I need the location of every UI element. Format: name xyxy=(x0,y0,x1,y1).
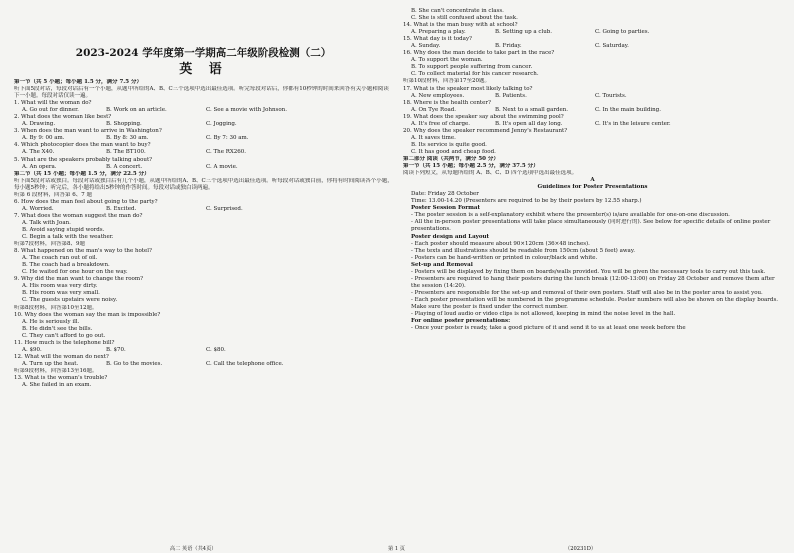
subject-heading: 英 语 xyxy=(179,62,228,77)
option-line: A. To support the woman. xyxy=(411,57,483,64)
exam-title: 2023-2024 学年度第一学期高二年级阶段检测（二） xyxy=(75,47,332,59)
option-line: C. They can't afford to go out. xyxy=(22,332,106,339)
question-text: 13. What is the woman's trouble? xyxy=(14,374,108,381)
option-line: A. He is seriously ill. xyxy=(22,318,80,325)
answer-options xyxy=(14,107,393,114)
option-c: C. Going to parties. xyxy=(595,29,650,36)
option-line: B. She can't concentrate in class. xyxy=(411,8,504,14)
option-line: B. Avoid saying stupid words. xyxy=(22,226,105,233)
subsection-heading: Set-up and Removal xyxy=(411,261,473,268)
left-column-body xyxy=(14,79,393,389)
option-a: A. New employees. xyxy=(411,92,465,99)
subsection-heading: Poster design and Layout xyxy=(411,233,490,240)
question-text: 听第 6 段材料，回答第 6、7 题 xyxy=(14,191,92,198)
answer-options xyxy=(403,43,782,50)
option-line: C. Begin a talk with the weather. xyxy=(22,234,114,241)
answer-options xyxy=(403,93,782,100)
option-a: A. It's free of charge. xyxy=(411,120,471,127)
question-text: 15. What day is it today? xyxy=(403,36,473,43)
option-line: B. Its service is quite good. xyxy=(411,141,487,148)
option-a: A. By 9: 00 am. xyxy=(22,135,65,142)
answer-options xyxy=(14,121,393,128)
question-text: 7. What does the woman suggest the man do? xyxy=(14,212,143,219)
passage-paragraph: - All the in-person poster presentations will take place simultaneously (同时进行的). See below for specific details of online poster presentations. xyxy=(411,219,771,233)
question-text: 6. How does the man feel about going to the party? xyxy=(14,198,158,205)
question-text: 12. What will the woman do next? xyxy=(14,353,109,360)
section-heading: 第二部分 阅读（共两节，满分 50 分） xyxy=(403,155,499,162)
option-c: C. In the main building. xyxy=(595,106,661,113)
option-b: B. The BT100. xyxy=(106,149,146,156)
question-text: 20. Why does the speaker recommend Jenny's Restaurant? xyxy=(403,127,568,134)
question-text: 听第9段材料，回答第13至16题。 xyxy=(14,367,98,374)
right-column-body xyxy=(403,8,782,332)
option-line: - The texts and illustrations should be readable from 150cm (about 5 feet) away. xyxy=(411,247,635,254)
answer-options xyxy=(14,206,393,213)
question-text: 11. How much is the telephone bill? xyxy=(14,339,115,346)
section-heading: 第一节（共 5 小题；每小题 1.5 分，满分 7.5 分） xyxy=(14,79,142,85)
option-b: B. Excited. xyxy=(106,205,137,212)
option-c: C. The RX260. xyxy=(206,149,247,156)
option-c: C. Surprised. xyxy=(206,205,243,212)
question-text: 1. What will the woman do? xyxy=(14,100,92,107)
passage-heading: A xyxy=(590,177,595,184)
question-text: 听第10段材料，回答第17至20题。 xyxy=(403,78,490,85)
option-a: A. $90. xyxy=(22,346,42,353)
question-text: 8. What happened on the man's way to the hotel? xyxy=(14,248,152,255)
option-b: B. By 8: 30 am. xyxy=(106,135,149,142)
question-text: 3. When does the man want to arrive in Washington? xyxy=(14,128,162,135)
option-line: B. He didn't see the bills. xyxy=(22,325,93,332)
right-column xyxy=(403,8,782,534)
option-a: A. Drawing. xyxy=(22,121,56,128)
option-line: Date: Friday 28 October xyxy=(411,191,479,198)
option-a: A. The X40. xyxy=(22,149,55,156)
section-heading: 第二节（共 15 小题；每小题 1.5 分，满分 22.5 分） xyxy=(14,170,150,177)
answer-options xyxy=(14,135,393,142)
question-text: 19. What does the speaker say about the swimming pool? xyxy=(403,113,564,120)
answer-options xyxy=(14,347,393,354)
option-c: C. Tourists. xyxy=(595,92,627,99)
option-a: A. An opera. xyxy=(22,163,57,170)
option-b: B. $70. xyxy=(106,346,126,353)
section-heading: 第一节（共 15 小题；每小题 2.5 分，满分 37.5 分） xyxy=(403,163,539,170)
option-line: - Playing of loud audio or video clips is not allowed, keeping in mind the noise level in the hall. xyxy=(411,311,676,318)
option-b: B. Friday. xyxy=(495,43,522,50)
option-c: C. $80. xyxy=(206,346,226,353)
subsection-heading: Poster Session Format xyxy=(411,205,481,212)
option-a: A. Sunday. xyxy=(411,43,441,50)
option-line: A. Talk with Joan. xyxy=(22,219,71,226)
footer-code: （20231D） xyxy=(565,546,597,552)
question-text: 18. Where is the health center? xyxy=(403,99,491,106)
subsection-heading: For online poster presentations: xyxy=(411,318,511,325)
passage-paragraph: - Presenters are required to hang their posters during the lunch break (12:00-13:00) on Friday 28 October and remove them after the session (14:20). xyxy=(411,275,775,289)
option-line: B. To support people suffering from cancer. xyxy=(411,64,533,71)
option-b: B. It's open all day long. xyxy=(495,120,563,127)
option-a: A. Go out for dinner. xyxy=(22,107,79,114)
passage-paragraph: - The poster session is a self-explanatory exhibit where the presenter(s) is/are available for one-on-one discussion. xyxy=(411,212,730,219)
footer-course: 高二 英语（共4页） xyxy=(170,546,217,552)
answer-options xyxy=(403,107,782,114)
option-line: - Once your poster is ready, take a good picture of it and send it to us at least one week before the xyxy=(411,325,686,332)
option-a: A. On Tye Road. xyxy=(411,106,457,113)
question-text: 14. What is the man busy with at school? xyxy=(403,22,518,29)
question-text: 4. Which photocopier does the man want to buy? xyxy=(14,142,151,149)
option-line: B. The coach had a breakdown. xyxy=(22,262,110,269)
option-line: C. She is still confused about the task. xyxy=(411,15,518,22)
instruction-text: 听下面5段对话，每段对话后有一个小题，从题中所给的A、B、C三个选项中选出最佳选项。听完每段对话后，你都有10秒钟的时间来回答有关小题和阅读下一小题。每段对话仅读一遍。 xyxy=(14,86,389,100)
option-line: A. His room was very dirty. xyxy=(22,283,98,290)
option-b: B. Next to a small garden. xyxy=(495,106,569,113)
answer-options xyxy=(403,29,782,36)
question-text: 17. What is the speaker most likely talking to? xyxy=(403,85,533,92)
question-text: 10. Why does the woman say the man is impossible? xyxy=(14,311,161,318)
passage-paragraph: - Presenters are responsible for the set-up and removal of their own posters. Staff will also be in the poster area to assist you. xyxy=(411,289,763,296)
answer-options xyxy=(14,164,393,171)
option-line: - Each poster should measure about 90×120cm (36×48 inches). xyxy=(411,240,590,247)
question-text: 5. What are the speakers probably talking about? xyxy=(14,156,153,163)
option-c: C. Jogging. xyxy=(206,121,237,128)
option-line: C. He waited for one hour on the way. xyxy=(22,269,128,276)
question-text: 9. Why did the man want to change the room? xyxy=(14,276,144,283)
option-b: B. Setting up a club. xyxy=(495,29,553,36)
footer-page-number: 第 1 页 xyxy=(388,546,405,552)
option-b: B. Work on an article. xyxy=(106,107,167,114)
instruction-text: 听下面5段对话或独白。每段对话或独白后有几个小题，从题中所给的A、B、C三个选项中选出最佳选项。听每段对话或独白前，你将有时间阅读各个小题，每小题5秒钟；听完后，各小题将给出5秒钟的作答时间。每段对话或独白读两遍。 xyxy=(14,177,393,191)
option-c: C. It's in the leisure center. xyxy=(595,120,671,127)
option-line: B. His room was very small. xyxy=(22,290,100,297)
option-c: C. See a movie with Johnson. xyxy=(206,107,287,114)
passage-paragraph: - Each poster presentation will be numbered in the programme schedule. Poster numbers will also be shown on the display boards. Make sure the poster is fixed under the correct number. xyxy=(411,296,779,310)
option-a: A. Worried. xyxy=(22,205,54,212)
option-line: - Posters can be hand-written or printed in colour/black and white. xyxy=(411,254,598,261)
passage-paragraph: - Posters will be displayed by fixing them on boards/walls provided. You will be given the necessary tools to carry out this task. xyxy=(411,268,766,275)
answer-options xyxy=(403,121,782,128)
option-c: C. Call the telephone office. xyxy=(206,360,284,367)
left-column xyxy=(14,8,393,534)
answer-options xyxy=(14,361,393,368)
option-b: B. Patients. xyxy=(495,92,527,99)
option-line: C. It has good and cheap food. xyxy=(411,148,496,155)
option-line: C. To collect material for his cancer research. xyxy=(411,71,539,78)
question-text: 16. Why does the man decide to take part in the race? xyxy=(403,50,555,57)
question-text: 听第7段材料，回答第8、9题 xyxy=(14,241,85,248)
option-c: C. By 7: 30 am. xyxy=(206,135,249,142)
option-c: C. A movie. xyxy=(206,163,238,170)
option-line: A. It saves time. xyxy=(411,134,456,141)
option-b: B. Shopping. xyxy=(106,121,142,128)
option-b: B. A concert. xyxy=(106,163,143,170)
passage-heading: Guidelines for Poster Presentations xyxy=(537,184,648,191)
option-line: Time: 13.00-14.20 (Presenters are required to be by their posters by 12.55 sharp.) xyxy=(411,198,642,205)
option-c: C. Saturday. xyxy=(595,43,629,50)
option-b: B. Go to the movies. xyxy=(106,360,163,367)
instruction-text: 阅读下列短文，从每题所给的 A、B、C、D 四个选项中选出最佳选项。 xyxy=(403,170,578,177)
answer-options xyxy=(14,149,393,156)
question-text: 2. What does the woman like best? xyxy=(14,114,112,121)
option-a: A. Turn up the heat. xyxy=(22,360,79,367)
option-line: C. The guests upstairs were noisy. xyxy=(22,297,118,304)
question-text: 听第8段材料，回答第10至12题。 xyxy=(14,304,98,311)
option-line: A. She failed in an exam. xyxy=(22,382,92,389)
option-line: A. The coach ran out of oil. xyxy=(22,255,98,262)
option-a: A. Preparing a play. xyxy=(411,29,466,36)
